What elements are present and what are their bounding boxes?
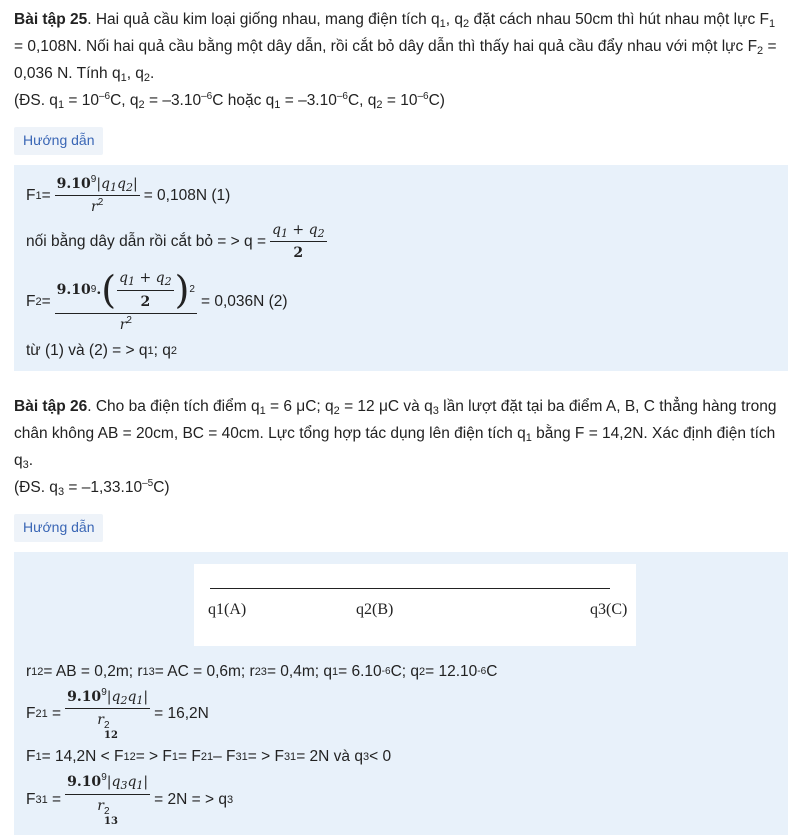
diagram-label-q2: q2(B) <box>356 600 394 618</box>
exercise-26-answer: (ĐS. $q_3 = -1,33.10^{-5}C$) <box>14 477 170 498</box>
diagram-label-q3: q3(C) <box>590 600 628 618</box>
sol26-line-1: r 12 = AB = 0,2m; r 13 = AC = 0,6m; r 23 = 0,4m; q 1 = 6.10 -6 C; q 2 = 12.10 -6 C <box>26 662 498 680</box>
sol25-line-3: F 2 = 9.10 9 . ( $\frac{q_1 + q_2}{2}$ ) 2 $r^2$ = 0,036N (2) <box>26 268 288 334</box>
sol26-line-2: F 21 = $9.10^9|q_2q_1|$ r 2 12 = 16,2N <box>26 686 209 742</box>
fraction-f1: $\frac{9.10^9|q_1q_2|}{r^2}$ <box>56 173 138 216</box>
sol26-line-3: F 1 = 14,2N < F 12 = > F 1 = F 21 – F 31 = > F 31 = 2N và q 3 < 0 <box>26 748 392 766</box>
sol26-line-4: F 31 = $9.10^9|q_3q_1|$ r 2 13 = 2N = > q 3 <box>26 772 234 827</box>
diagram-line <box>210 588 610 589</box>
fraction-f2: 9.10 9 . ( $\frac{q_1 + q_2}{2}$ ) 2 $r^2$ <box>56 268 195 334</box>
solution-box-26 <box>14 552 788 835</box>
exercise-26-title: Bài tập 26 <box>14 397 88 415</box>
exercise-25-answer: (ĐS. $q_1 = 10^{-6}C$, $q_2 = -3.10^{-6}C$ hoặc $q_1 = -3.10^{-6}C$, $q_2 = 10^{-6}C$) <box>14 91 445 111</box>
sol25-line-4: từ (1) và (2) = > q 1 ; q 2 <box>26 341 177 359</box>
fraction-f21: $9.10^9|q_2q_1|$ r 2 12 <box>67 686 149 742</box>
exercise-26-text: Bài tập 26. Cho ba điện tích điểm $q_1 = 6$ μC; $q_2 = 12$ μC và $q_3$ lần lượt đặt tại ba điểm A, B, C thẳng hàng trong chân không AB = 20cm, BC = 40cm. Lực tổng hợp tác dụng lên điện tích $q_1$ bằng F = 14,2N. Xác định điện tích $q_3$. <box>14 397 777 471</box>
guide-button-25[interactable]: Hướng dẫn <box>14 127 103 155</box>
guide-button-26[interactable]: Hướng dẫn <box>14 514 103 542</box>
sol25-line-2: nối bằng dây dẫn rồi cắt bỏ = > q = $\frac{q_1 + q_2}{2}$ <box>26 221 325 262</box>
exercise-25-text: Bài tập 25. Hai quả cầu kim loại giống nhau, mang điện tích $q_1$, $q_2$ đặt cách nhau 50cm thì hút nhau một lực $F_1 = 0,108N$. Nối hai quả cầu bằng một dây dẫn, rồi cắt bỏ dây dẫn thì thấy hai quả cầu đẩy nhau với một lực $F_2 = 0,036$ N. Tính $q_1$, $q_2$. <box>14 11 777 84</box>
exercise-25-title: Bài tập 25 <box>14 11 88 28</box>
sol25-line-1: F 1 = $\frac{9.10^9|q_1q_2|}{r^2}$ = 0,108N (1) <box>26 173 231 216</box>
charge-diagram <box>194 564 636 646</box>
fraction-f31: $9.10^9|q_3q_1|$ r 2 13 <box>67 772 149 827</box>
fraction-q-mean: $\frac{q_1 + q_2}{2}$ <box>272 221 325 262</box>
solution-box-25 <box>14 165 788 371</box>
diagram-label-q1: q1(A) <box>208 600 247 618</box>
